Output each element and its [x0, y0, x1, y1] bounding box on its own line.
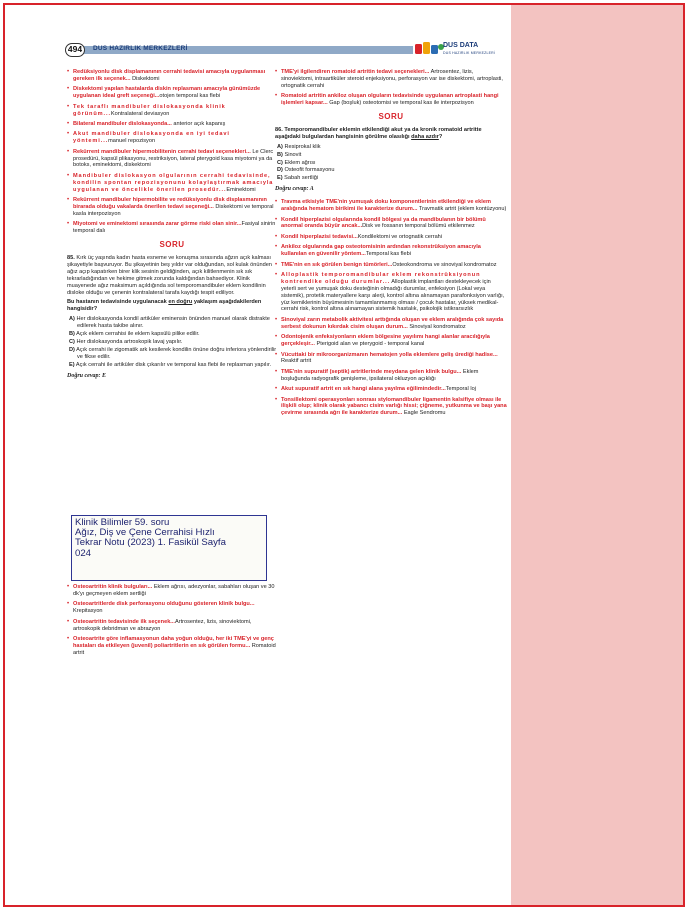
option-text: Açık cerrahi ile artiküler disk çıkarılır ve temporal kas flebi ile replasman yapılır.	[75, 361, 272, 368]
logo-mark-icon	[415, 41, 445, 55]
bullet-item	[275, 244, 507, 258]
publisher-logo	[415, 41, 501, 59]
answer-option	[275, 160, 507, 167]
left-column	[67, 69, 277, 386]
bullet-question: Tek taraflı mandibuler dislokasyonda klinik görünüm...	[73, 103, 226, 117]
right-column	[275, 69, 507, 421]
answer-option	[67, 331, 277, 338]
bullet-answer: Eklem ağrısı, adezyonlar, sabahları oluşan ve 30 dk'yı geçmeyen eklem sertliği	[73, 584, 275, 597]
option-letter: E)	[69, 361, 75, 368]
bullet-question: Travma etkisiyle TME'nin yumuşak doku komponentlerinin etkilendiği ve eklem aralığında hematom birikimi ile karakterize durum...	[281, 199, 491, 213]
right-bullet-list-top	[275, 69, 507, 107]
option-text: Her dislokasyonda artroskopik lavaj yapılır.	[76, 339, 183, 345]
bullet-answer: Pterigoid alan ve pterygoid - temporal kanal	[314, 341, 425, 348]
bullet-item	[275, 262, 507, 269]
bullet-item	[67, 584, 277, 598]
bullet-question: Rekürrent mandibuler hipermobilitenin cerrahi tedavi seçenekleri...	[73, 148, 251, 155]
bullet-item	[67, 636, 277, 657]
question-number: 85.	[67, 255, 75, 262]
bullet-item	[67, 173, 277, 194]
bullet-answer: Travmatik artrit (eklem kontüzyonu)	[417, 206, 507, 213]
soru-heading: SORU	[159, 240, 185, 250]
bullet-answer: anterior açık kapanış	[171, 120, 226, 127]
option-letter: A)	[277, 143, 283, 150]
bullet-answer: Sinoviyal kondromatoz	[407, 323, 466, 330]
bullet-question: Diskektomi yapılan hastalarda diskin replasmanı amacıyla günümüzde uygulanan ideal greft seçeneği...	[73, 86, 261, 100]
reference-box	[71, 515, 267, 581]
option-letter: D)	[69, 346, 75, 353]
bullet-answer: Romatoid artrit	[73, 642, 276, 656]
answer-option	[275, 144, 507, 151]
bullet-item	[275, 272, 507, 313]
logo-subtitle: DUS HAZIRLIK MERKEZLERİ	[443, 51, 496, 55]
bullet-answer: Artrosentez, lizis, sinoviektomi, artroskopik debridman ve abrazyon	[73, 618, 252, 632]
bullet-item	[67, 69, 277, 83]
bullet-item	[275, 369, 507, 383]
option-letter: C)	[69, 339, 75, 345]
bullet-answer: Reaktif artrit	[281, 358, 312, 365]
bullet-answer: Artrosentez, lizis, sinoviektomi, intraartiküler steroid enjeksiyonu, perforasyon var ise diskektomi, artroplasti, ortognatik cerrahi	[281, 69, 503, 89]
question-stem: Kırk üç yaşında kadın hasta esneme ve konuşma sırasında ağzın açık kalması şikayetiyle başvuruyor. Bu şikayetinin beş yıldır var olduğundan, sol kulak önünden ağız açıp kapatırken birer klik sesinin geldiğinden, açık kilitlenmenin sık sık tekrarladığından ve hekime gitmek zorunda kaldığından bahsediyor. Klinik muayenede ağız maksimum açıldığında sol temporomandibuler eklem kondilinin disloke olduğu ve çenenin kontralateral tarafa kaydığı tespit ediliyor.	[67, 255, 272, 296]
page-number: 494	[65, 43, 85, 57]
bullet-item	[275, 93, 507, 107]
bullet-answer: Disk ve fossanın temporal bölümü etkilenmez	[362, 223, 475, 230]
answer-option	[67, 339, 277, 346]
bullet-item	[67, 104, 277, 118]
bullet-answer: Eagle Sendromu	[402, 410, 446, 417]
answer-option	[67, 347, 277, 361]
bullet-question: Miyotomi ve eminektomi sırasında zarar görme riski olan sinir...	[73, 221, 242, 228]
answer-option	[275, 167, 507, 174]
bullet-answer: Alloplastik implantları destekleyecek için yeterli sert ve yumuşak doku desteğinin olmadığı durumlar, enfeksiyon (Lokal veya sistemik), protetik materyallere karşı alerji, kontrol altına alınamayan parafonksiyon varlığı, yüz kemiklerinin büyümesinin tamamlanmamış olması / çocuk hastalar, yüksek medikal-cerrahi risk, kontrol altına alınamayan sistemik hastalık, psikolojik istikrarsızlık	[281, 278, 505, 313]
page-header	[65, 43, 501, 59]
bullet-question: Osteoartritlerde disk perforasyonu olduğunu gösteren klinik bulgu...	[73, 601, 255, 608]
answer-option	[275, 152, 507, 159]
bullet-answer: Kontralateral deviasyon	[110, 110, 170, 117]
option-letter: D)	[277, 167, 283, 174]
bullet-answer: Eminektomi	[226, 186, 256, 193]
answer-options	[67, 316, 277, 368]
bullet-question: TME'yi ilgilendiren romatoid artritin tedavi seçenekleri...	[281, 69, 430, 75]
bullet-question: Ankiloz olgularında gap osteotomisinin ardından rekonstrüksiyon amacıyla kullanılan en güvenilir yöntem...	[281, 244, 481, 258]
option-letter: B)	[277, 151, 283, 158]
option-text: Açık eklem cerrahisi ile eklem kapsülü pilike edilir.	[76, 331, 200, 338]
bullet-question: Osteoartrite göre inflamasyonun daha yoğun olduğu, her iki TME'yi ve genç hastaları da etkileyen (juvenil) poliartritlerin en sık görülen formu...	[73, 635, 274, 649]
answer-option	[275, 175, 507, 182]
option-text: Eklem ağrısı	[284, 159, 316, 166]
question-number: 86.	[275, 126, 283, 133]
bullet-question: Alloplastik temporomandibular eklem rekonstrüksiyonun kontrendike olduğu durumlar...	[281, 271, 481, 285]
left-bullet-list-top	[67, 69, 277, 235]
bullet-question: Redüksiyonlu disk displamanının cerrahi tedavisi amacıyla uygulanması gereken ilk seçenek...	[73, 69, 266, 82]
bullet-question: Akut mandibuler dislokasyonda en iyi tedavi yöntemi...	[73, 131, 230, 145]
correct-answer: Doğru cevap: A	[275, 186, 314, 193]
bullet-item	[67, 121, 277, 128]
bullet-question: Vücuttaki bir mikroorganizmanın hematojen yolla eklemlere geliş ürediği hadise...	[281, 351, 498, 358]
bullet-question: Osteoartritin klinik bulguları...	[73, 584, 153, 590]
page-margin	[511, 5, 685, 907]
option-letter: C)	[277, 159, 283, 166]
bullet-answer: Kondilektomi ve ortognatik cerrahi	[357, 233, 443, 240]
bullet-item	[275, 199, 507, 213]
bullet-item	[67, 86, 277, 100]
bullet-question: Tonsillektomi operasyonları sonrası stylomandibuler ligamentin kalsifiye olması ile ilişkili olup; klinik olarak yabancı cisim varlığı hissi; çiğneme, yutkunma ve başı yana çevirme sırasında ağrı ile karakterize durum...	[281, 396, 507, 417]
bullet-question: Odontojenik enfeksiyonların eklem bölgesine yayılımı hangi alanlar aracılığıyla gerçekleşir...	[281, 334, 490, 348]
bullet-question: TME'nin en sık görülen benign tümörleri...	[281, 261, 393, 268]
bullet-answer: manuel repozisyon	[108, 138, 156, 145]
bullet-item	[67, 131, 277, 145]
option-letter: E)	[277, 175, 283, 182]
bullet-item	[67, 221, 277, 235]
question-85	[67, 255, 277, 380]
bullet-answer: Fasiyal sinirin temporal dalı	[73, 221, 276, 235]
option-text: Sinovit	[284, 151, 302, 158]
option-text: Açık cerrahi ile zigomatik ark kesilerek kondilin önüne doğru inferiora yönlendirilir ve fikse edilir.	[76, 346, 277, 360]
header-title: DUS HAZIRLIK MERKEZLERİ	[93, 45, 188, 52]
bullet-item	[67, 601, 277, 615]
reference-line: 024	[75, 547, 92, 559]
answer-options	[275, 144, 507, 183]
answer-option	[67, 362, 277, 369]
bullet-item	[275, 317, 507, 331]
bullet-question: Sinoviyal zarın metabolik aktivitesi arttığında oluşan ve eklem aralığında çok sayıda serbest dokunun kıkırdak cisim oluşan durum...	[281, 316, 504, 330]
bullet-item	[67, 619, 277, 633]
bullet-item	[275, 386, 507, 393]
right-bullet-list-bottom	[275, 199, 507, 417]
bullet-answer: Diskektomi	[130, 75, 160, 82]
bullet-question: Rekürrent mandibuler hipermobilite ve redüksiyonlu disk displasmanının birarada olduğu vakalarda önerilen tedavi seçeneği...	[73, 197, 267, 210]
bullet-question: Kondil hiperplazisi olgularında kondil bölgesi ya da mandibulanın bir bölümü anormal oranda büyür ancak...	[281, 216, 486, 230]
option-letter: A)	[69, 316, 75, 323]
bullet-item	[275, 69, 507, 90]
logo-text: DUS DATA	[443, 42, 479, 49]
bullet-item	[275, 217, 507, 231]
option-text: Osteofit formasyonu	[284, 167, 335, 174]
bullet-question: Mandibuler dislokasyon olgularının cerrahi tedavisinde, kondilin spontan repozisyonunu kolaylaştırmak amacıyla uygulanan ve öncelikle önerilen prosedür...	[73, 172, 274, 193]
bullet-answer: Gap (boşluk) osteotomisi ve temporal kas ile interpozisyon	[327, 100, 474, 107]
reference-line: Klinik Bilimler 59. soru	[75, 517, 170, 528]
bullet-answer: Diskektomi ve temporal kasla interpozisyon	[73, 204, 274, 217]
bullet-answer: Krepitasyon	[73, 608, 103, 615]
bullet-item	[275, 352, 507, 366]
bullet-question: Bilateral mandibuler dislokasyonda...	[73, 120, 172, 127]
answer-option	[67, 316, 277, 330]
left-column-bottom	[67, 584, 277, 660]
bullet-question: Osteoartritin tedavisinde ilk seçenek...	[73, 618, 175, 625]
bullet-question: TME'nin supuratif (septik) artritlerinde meydana gelen klinik bulgu...	[281, 368, 462, 375]
question-prompt: Bu hastanın tedavisinde uygulanacak en doğru yaklaşım aşağıdakilerden hangisidir?	[67, 299, 262, 313]
option-text: Resiprokal klik	[284, 143, 321, 150]
bullet-answer: Eklem boşluğunda radyografik genişleme, ipsilateral okluzyon açıklığı	[281, 368, 479, 382]
soru-heading: SORU	[378, 112, 404, 122]
option-letter: B)	[69, 331, 75, 338]
bullet-question: Romatoid artritin ankiloz oluşan olguların tedavisinde uygulanan artroplasti hangi işlemleri kapsar...	[281, 93, 499, 107]
question-stem: Temporomandibuler eklemin etkilendiği akut ya da kronik romatoid artritte aşağıdaki bulgulardan hangisinin görülme olasılığı	[275, 126, 482, 140]
correct-answer: Doğru cevap: E	[67, 372, 106, 379]
bullet-answer: Temporal loj	[445, 386, 476, 393]
question-86: 86. Temporomandibuler eklemin etkilendiği akut ya da kronik romatoid artritte aşağıdaki bulgulardan hangisinin görülme olasılığı daha azdır? A) Resiprokal klik B) Sinovit C) Eklem ağrısı D) Osteofit formasyonu E) Sabah sertliği Doğru cevap: A	[275, 127, 507, 193]
reference-line: Tekrar Notu (2023) 1. Fasikül Sayfa	[75, 537, 226, 549]
option-text: Her dislokasyonda kondil artiküler eminensin önünden manuel olarak distrakte edilerek hasta takibe alınır.	[76, 316, 270, 330]
bullet-item	[275, 397, 507, 418]
bullet-item	[67, 197, 277, 218]
bullet-answer: Temporal kas flebi	[365, 251, 411, 258]
bullet-answer: otojen temporal kas flebi	[159, 93, 221, 100]
reference-line: Ağız, Diş ve Çene Cerrahisi Hızlı	[75, 527, 215, 539]
bullet-item	[275, 234, 507, 241]
bullet-answer: Osteokondroma ve sinoviyal kondromatoz	[392, 261, 497, 268]
question-stem-emphasis: daha azdır	[411, 133, 439, 140]
bullet-item	[275, 334, 507, 348]
bullet-answer: Le Clerc prosedürü, kapsül plikasyonu, restriksiyon, lateral pterygoid kasa miyotomi ya da botoks, eminektomi, diskektomi	[73, 148, 274, 169]
bullet-item	[67, 149, 277, 170]
option-text: Sabah sertliği	[284, 175, 319, 182]
bullet-question: Akut supuratif artrit en sık hangi alana yayılma eğilimindedir...	[281, 386, 446, 393]
bullet-question: Kondil hiperplazisi tedavisi...	[281, 233, 358, 240]
page-frame	[3, 3, 685, 907]
left-bullet-list-bottom	[67, 584, 277, 657]
